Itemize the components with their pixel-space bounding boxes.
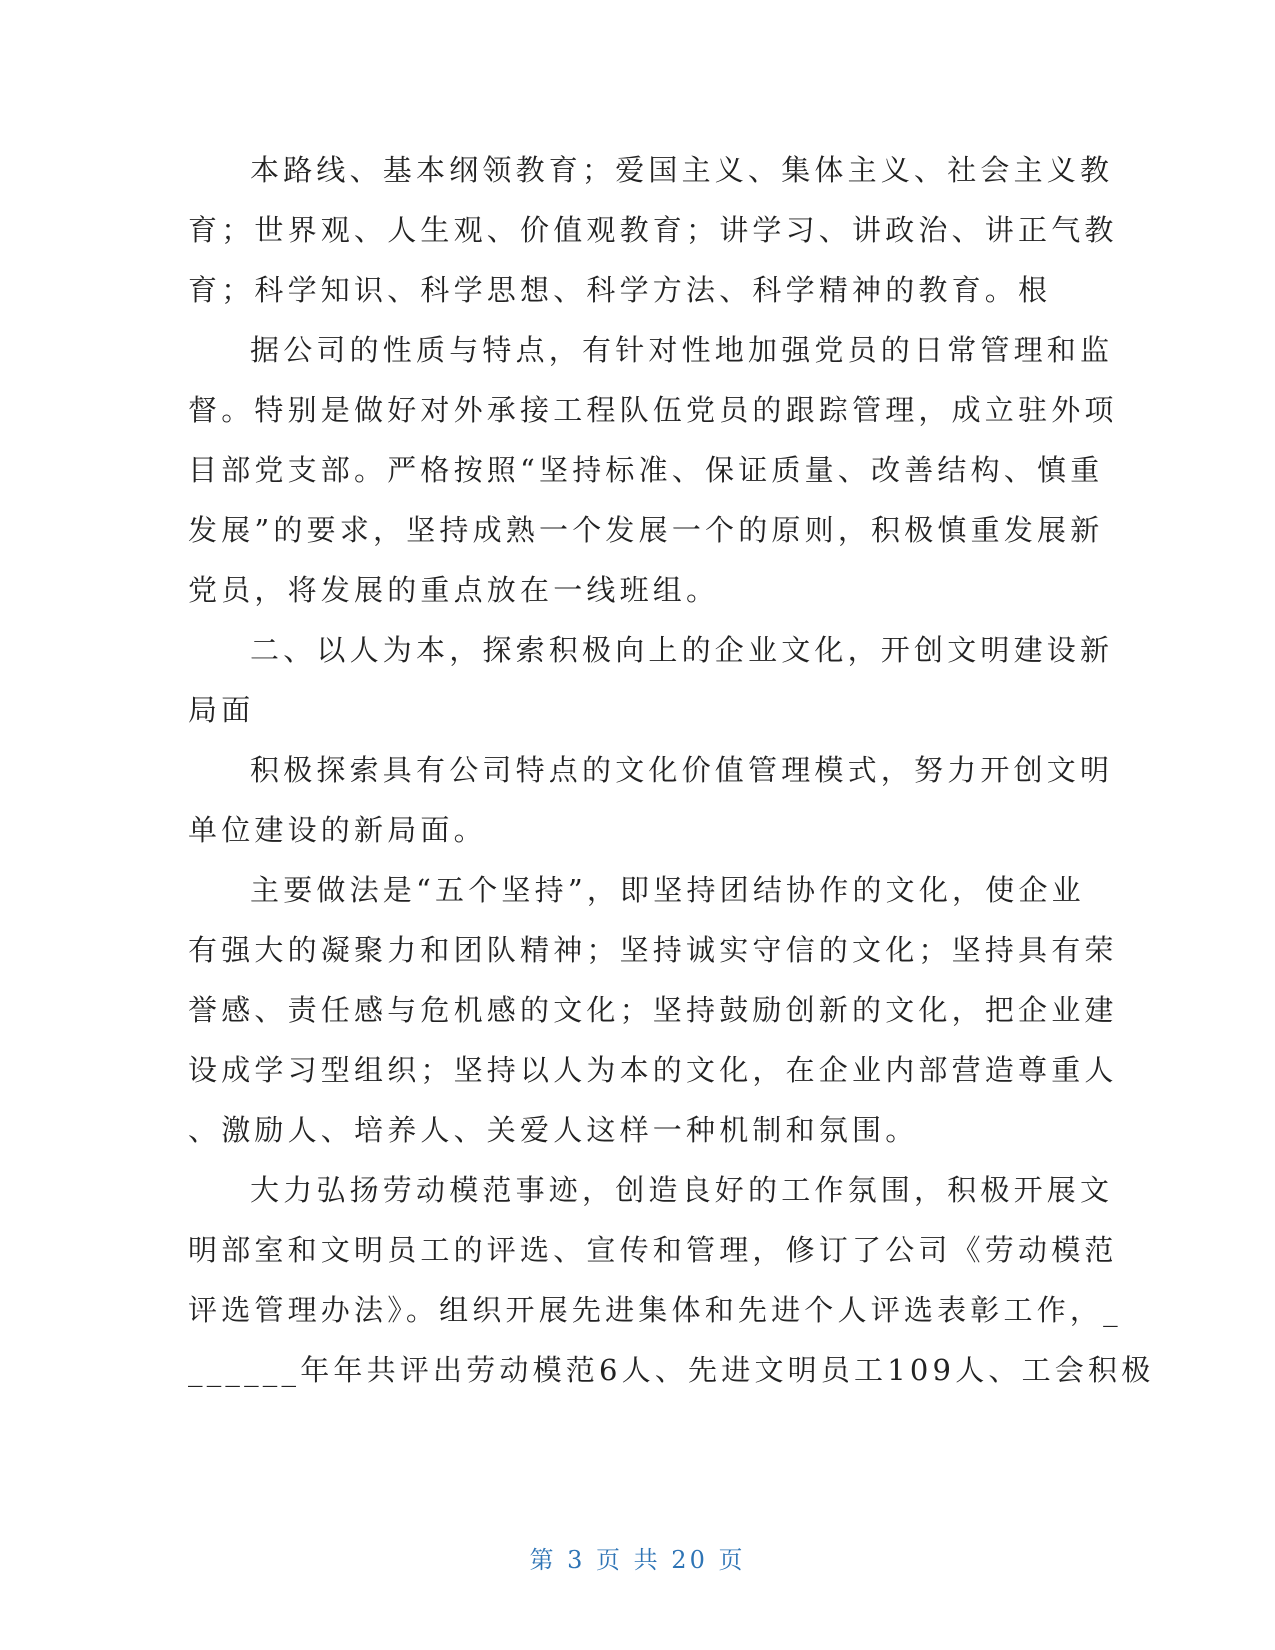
text-line: 评选管理办法》。组织开展先进集体和先进个人评选表彰工作，_ bbox=[188, 1293, 1122, 1327]
text-line: 有强大的凝聚力和团队精神；坚持诚实守信的文化；坚持具有荣 bbox=[188, 933, 1118, 967]
text-line: 局面 bbox=[188, 693, 255, 727]
page-number-footer: 第 3 页 共 20 页 bbox=[529, 1546, 746, 1574]
text-line: 本路线、基本纲领教育；爱国主义、集体主义、社会主义教 bbox=[250, 153, 1114, 187]
text-line: 设成学习型组织；坚持以人为本的文化，在企业内部营造尊重人 bbox=[188, 1053, 1118, 1087]
text-line: 党员，将发展的重点放在一线班组。 bbox=[188, 573, 720, 607]
text-line: ______年年共评出劳动模范6人、先进文明员工109人、工会积极 bbox=[188, 1353, 1155, 1387]
text-line: 主要做法是“五个坚持”，即坚持团结协作的文化，使企业 bbox=[250, 873, 1085, 907]
text-line: 大力弘扬劳动模范事迹，创造良好的工作氛围，积极开展文 bbox=[250, 1173, 1114, 1207]
text-line: 发展”的要求，坚持成熟一个发展一个的原则，积极慎重发展新 bbox=[188, 513, 1104, 547]
document-body bbox=[188, 140, 1155, 1400]
text-line: 育；世界观、人生观、价值观教育；讲学习、讲政治、讲正气教 bbox=[188, 213, 1118, 247]
text-line: 目部党支部。严格按照“坚持标准、保证质量、改善结构、慎重 bbox=[188, 453, 1104, 487]
text-line: 单位建设的新局面。 bbox=[188, 813, 487, 847]
text-line: 据公司的性质与特点，有针对性地加强党员的日常管理和监 bbox=[250, 333, 1114, 367]
text-line: 积极探索具有公司特点的文化价值管理模式，努力开创文明 bbox=[250, 753, 1114, 787]
text-line: 誉感、责任感与危机感的文化；坚持鼓励创新的文化，把企业建 bbox=[188, 993, 1118, 1027]
text-line: 二、以人为本，探索积极向上的企业文化，开创文明建设新 bbox=[250, 633, 1114, 667]
text-line: 明部室和文明员工的评选、宣传和管理，修订了公司《劳动模范 bbox=[188, 1233, 1118, 1267]
text-line: 、激励人、培养人、关爱人这样一种机制和氛围。 bbox=[188, 1113, 919, 1147]
text-line: 督。特别是做好对外承接工程队伍党员的跟踪管理，成立驻外项 bbox=[188, 393, 1118, 427]
text-line: 育；科学知识、科学思想、科学方法、科学精神的教育。根 bbox=[188, 273, 1052, 307]
